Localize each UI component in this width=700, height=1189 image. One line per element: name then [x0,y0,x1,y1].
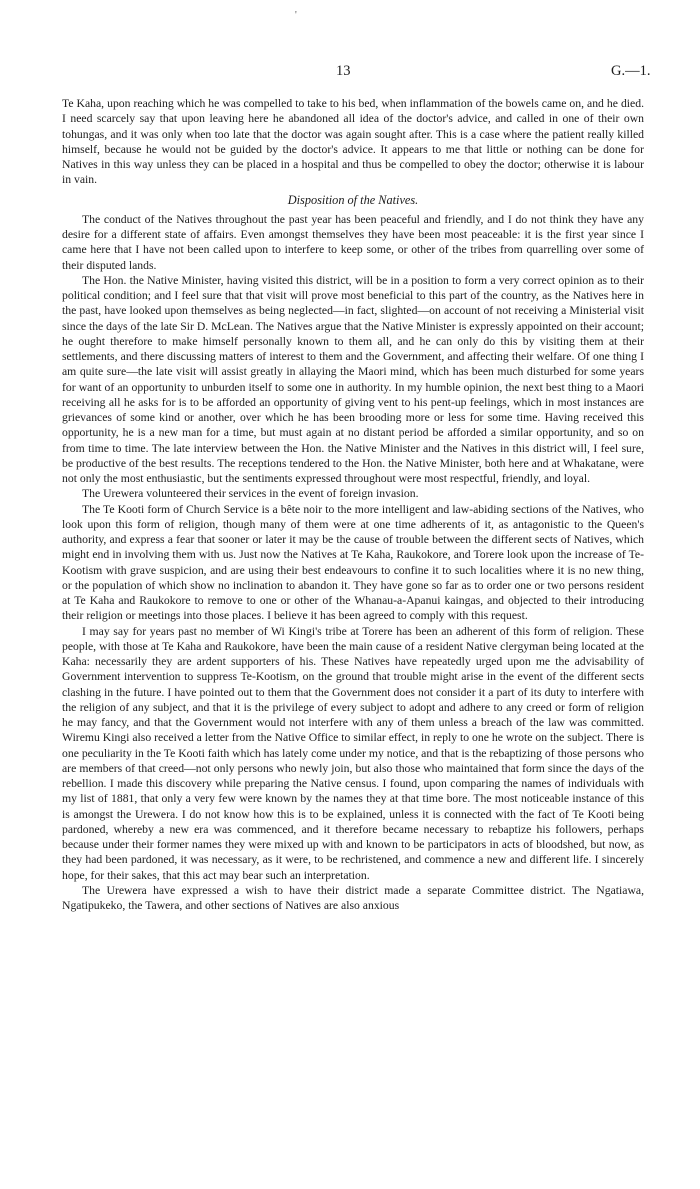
stray-mark: ' [295,10,297,21]
page-number: 13 [336,63,351,79]
paragraph-te-kooti: The Te Kooti form of Church Service is a bête noir to the more intelligent and law-abiding sections of the Natives, who look upon this form of religion, though many of them were at one time adherents of it, as antagonistic to the Queen's authority, and express a fear that sooner or later it may be the cause of trouble between the different sects of Natives, which might end in involving them with us. Just now the Natives at Te Kaha, Raukokore, and Torere look upon the increase of Te-Kootism with grave suspicion, and are using their best endeavours to confine it to such localities where it is no new thing, or the population of which show no inclination to abandon it. They have gone so far as to order one or two persons resident at Te Kaha and Raukokore to remove to one or other of the Whanau-a-Apanui kaingas, and objected to their introducing their religion or meetings into those places. I believe it has been agreed to comply with this request. [62,502,644,623]
paragraph-native-minister: The Hon. the Native Minister, having visited this district, will be in a position to form a very correct opinion as to their political condition; and I feel sure that that visit will prove most beneficial to this part of the country, as the Natives here in the past, have looked upon themselves as being neglected—in fact, slighted—on account of not receiving a Ministerial visit since the days of the late Sir D. McLean. The Natives argue that the Native Minister is expressly appointed on their account; he ought therefore to make himself personally known to them all, and he can only do this by visiting them at their settlements, and there discussing matters of interest to them and the Government, and affecting their welfare. Of one thing I am quite sure—the late visit will assist greatly in allaying the Maori mind, which has been much disturbed for some years for want of an opportunity to unburden itself to some one in authority. In my humble opinion, the next best thing to a Maori receiving all he asks for is to be afforded an opportunity of giving vent to his pent-up feelings, which in most instances are grievances of some kind or another, over which he has been brooding more or less for some time. Having received this opportunity, he is a new man for a time, but must again at no distant period be afforded a similar opportunity, and so on from time to time. The late interview between the Hon. the Native Minister and the Natives in this district will, I feel sure, be productive of the best results. The receptions tendered to the Hon. the Native Minister, both here and at Whakatane, were not only the most enthusiastic, but the sentiments expressed throughout were most respectful, friendly, and loyal. [62,273,644,485]
page-body [62,96,644,913]
paragraph-conduct: The conduct of the Natives throughout the past year has been peaceful and friendly, and I do not think they have any desire for a different state of affairs. Even amongst themselves they have been most peaceable: it is the first year since I came here that I have not been called upon to interfere to keep some, or other of the tribes from quarrelling over some of their disputed lands. [62,212,644,272]
paragraph-urewera: The Urewera volunteered their services in the event of foreign invasion. [82,487,419,501]
section-heading: Disposition of the Natives. [287,192,419,207]
paragraph-committee: The Urewera have expressed a wish to have their district made a separate Committee district. The Ngatiawa, Ngatipukeko, the Tawera, and other sections of Natives are also anxious [62,883,644,912]
paragraph-wi-kingi: I may say for years past no member of Wi Kingi's tribe at Torere has been an adherent of this form of religion. These people, with those at Te Kaha and Raukokore, have been the main cause of a resident Native clergyman being located at the Kaha: necessarily they are ardent supporters of his. These Natives have repeatedly urged upon me the advisability of Government intervention to suppress Te-Kootism, on the ground that trouble might arise in the event of the different sects clashing in the future. I have pointed out to them that the Government does not consider it a part of its duty to interfere with the religion of any subject, and that it is the privilege of every subject to adopt and adhere to any creed or form of religion he may fancy, and that the Government would not interfere with any of them unless a breach of the law was committed. Wiremu Kingi also received a letter from the Native Office to similar effect, in reply to one he wrote on the subject. There is one peculiarity in the Te Kooti faith which has lately come under my notice, and that is the rebaptizing of those persons who are members of that creed—not only persons who newly join, but also those who maintained that form since the days of the rebellion. I made this discovery while preparing the Native census. I found, upon comparing the names of individuals with my list of 1881, that only a very few were known by the names they at that time bore. The most noticeable instance of this is amongst the Urewera. I do not know how this is to be explained, unless it is connected with the fact of Te Kooti being pardoned, whereby a new era was commenced, and it therefore became necessary to rebaptize his followers, perhaps because under their former names they were mixed up with and known to be participators in acts of bloodshed, but now, as they had been pardoned, it was necessary, as it were, to be rechristened, and commence a new and different life. I sincerely hope, for their sakes, that this act may bear such an interpretation. [62,624,644,882]
document-reference: G.—1. [611,63,651,79]
paragraph-continued: Te Kaha, upon reaching which he was compelled to take to his bed, when inflammation of the bowels came on, and he died. I need scarcely say that upon leaving here he abandoned all idea of the doctor's advice, and called in one of their own tohungas, and it was only when too late that the doctor was again sought after. This is a case where the patient really killed himself, because he would not be guided by the doctor's advice. It appears to me that little or nothing can be done for Natives in this way unless they can be placed in a hospital and thus be compelled to obey the doctor; otherwise it is labour in vain. [62,97,644,187]
